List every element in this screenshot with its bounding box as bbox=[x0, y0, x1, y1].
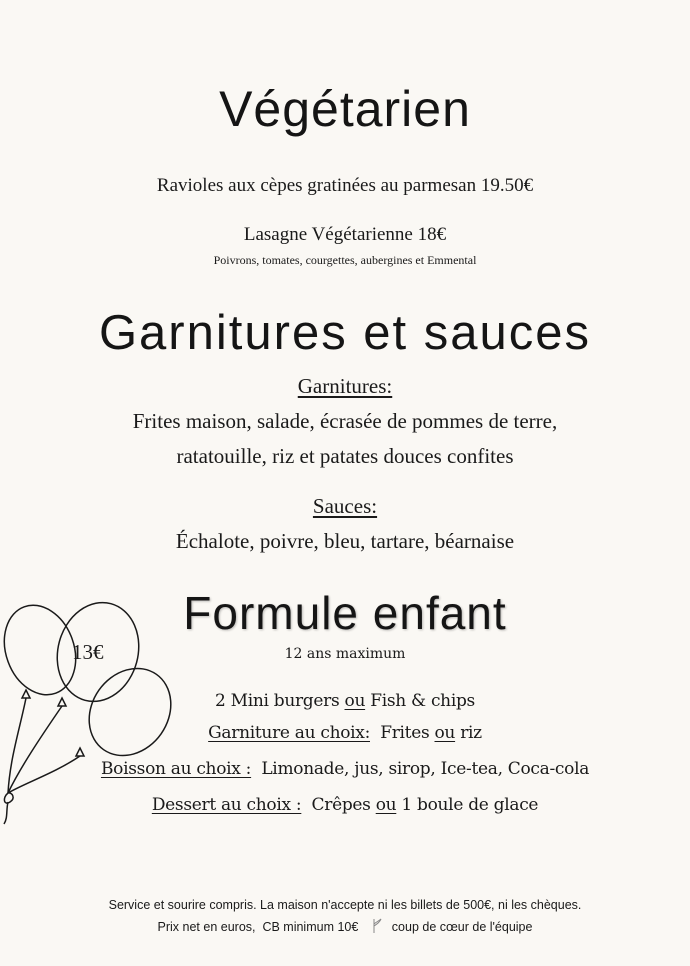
menu-item-lasagne-description: Poivrons, tomates, courgettes, aubergines et Emmental bbox=[213, 253, 477, 267]
section-title-vegetarien: Végétarien bbox=[219, 81, 471, 137]
kids-drink-label: Boisson au choix : bbox=[100, 759, 252, 779]
kids-age-limit: 12 ans maximum bbox=[284, 646, 406, 662]
sauces-heading: Sauces: bbox=[312, 494, 378, 518]
footer-line-1: Service et sourire compris. La maison n'accepte ni les billets de 500€, ni les chèques. bbox=[108, 898, 582, 912]
kids-drink-choice bbox=[0, 759, 690, 779]
sauces-line: Échalote, poivre, bleu, tartare, béarnaise bbox=[175, 529, 515, 553]
kids-dessert-or: ou bbox=[375, 795, 397, 815]
kids-dessert-a: Crêpes bbox=[301, 795, 376, 815]
menu-item-lasagne: Lasagne Végétarienne 18€ bbox=[243, 224, 447, 245]
footer-line-2 bbox=[0, 918, 690, 934]
garnitures-heading: Garnitures: bbox=[297, 374, 393, 398]
kids-main-a: 2 Mini burgers bbox=[215, 691, 345, 711]
kids-main-b: Fish & chips bbox=[365, 691, 475, 711]
kids-drink-text: Limonade, jus, sirop, Ice-tea, Coca-cola bbox=[251, 759, 590, 779]
kids-dessert-choice bbox=[0, 795, 690, 815]
kids-main-or: ou bbox=[344, 691, 366, 711]
kids-garniture-b: riz bbox=[455, 723, 482, 743]
kids-main-choice bbox=[0, 691, 690, 711]
kids-garniture-or: ou bbox=[434, 723, 456, 743]
kids-garniture-choice bbox=[0, 723, 690, 743]
kids-menu-price: 13€ bbox=[72, 640, 104, 664]
footer-favorite-legend: coup de cœur de l'équipe bbox=[391, 920, 533, 934]
kids-garniture-a: Frites bbox=[370, 723, 435, 743]
section-title-garnitures: Garnitures et sauces bbox=[98, 306, 592, 360]
kids-dessert-label: Dessert au choix : bbox=[151, 795, 302, 815]
footer-payment-info: Prix net en euros, CB minimum 10€ bbox=[157, 920, 359, 934]
menu-item-ravioles: Ravioles aux cèpes gratinées au parmesan 19.50€ bbox=[156, 175, 534, 196]
kids-dessert-b: 1 boule de glace bbox=[396, 795, 539, 815]
kids-garniture-label: Garniture au choix: bbox=[208, 723, 370, 743]
section-title-formule-enfant: Formule enfant bbox=[183, 587, 507, 639]
leaf-icon bbox=[362, 918, 392, 934]
garnitures-line-2: ratatouille, riz et patates douces confites bbox=[176, 444, 514, 468]
garnitures-line-1: Frites maison, salade, écrasée de pommes de terre, bbox=[132, 409, 558, 433]
